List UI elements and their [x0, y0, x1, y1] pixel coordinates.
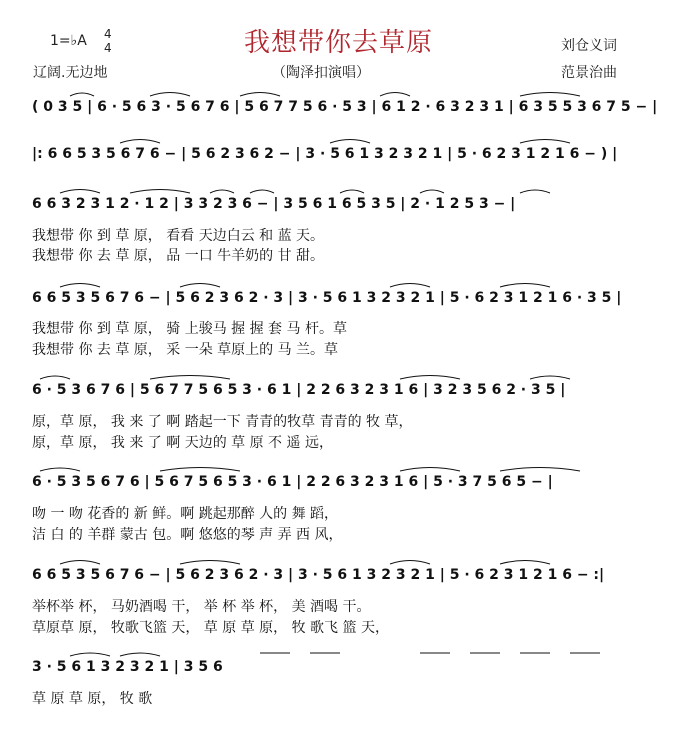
slur [390, 284, 430, 288]
system-3-lyrics-2: 我想带 你 去 草 原， 品 一口 牛羊奶的 甘 甜。 [32, 248, 325, 264]
slur [180, 561, 240, 565]
slur [150, 376, 230, 380]
system-7-lyrics-2: 草原草 原， 牧歌飞篮 天， 草 原 草 原， 牧 歌飞 篮 天， [32, 620, 389, 636]
system-4-notes: 6 6 5 3 5 6 7 6 − | 5 6 2 3 6 2 · 3 | 3 · 5 6 1 3 2 3 2 1 | 5 · 6 2 3 1 2 1 6 · 3 5 | [32, 290, 622, 306]
system-6-notes: 6 · 5 3 5 6 7 6 | 5 6 7 5 6 5 3 · 6 1 | 2 2 6 3 2 3 1 6 | 5 · 3 7 5 6 5 − | [32, 474, 553, 490]
system-4-lyrics-1: 我想带 你 到 草 原， 骑 上骏马 握 握 套 马 杆。草 [32, 321, 347, 337]
system-4-lyrics-2: 我想带 你 去 草 原， 采 一朵 草原上的 马 兰。草 [32, 342, 339, 358]
slur [60, 284, 100, 288]
slur [240, 93, 280, 97]
slur [330, 140, 370, 144]
composer: 范景治曲 [561, 65, 617, 81]
system-5-lyrics-1: 原，草 原， 我 来 了 啊 踏起一下 青青的牧草 青青的 牧 草， [32, 414, 413, 430]
slur [150, 93, 190, 97]
slur [420, 190, 444, 193]
slur [500, 284, 550, 288]
slur [60, 190, 100, 194]
slur [130, 190, 190, 194]
system-7-lyrics-1: 举杯举 杯， 马奶酒喝 干， 举 杯 举 杯， 美 酒喝 干。 [32, 599, 371, 615]
slur [180, 284, 220, 288]
system-1-notes: ( 0 3 5 | 6 · 5 6 3 · 5 6 7 6 | 5 6 7 7 5 6 · 5 3 | 6 1 2 · 6 3 2 3 1 | 6 3 5 5 3 6 7 5 − | [32, 99, 658, 115]
slur [530, 376, 570, 379]
slur [60, 561, 100, 565]
system-8-notes: 3 · 5 6 1 3 2 3 2 1 | 3 5 6 [32, 659, 223, 675]
slur [70, 93, 94, 96]
system-6-lyrics-1: 吻 一 吻 花香的 新 鲜。啊 跳起那醉 人的 舞 蹈， [32, 506, 339, 522]
slur [210, 190, 234, 193]
song-title: 我想带你去草原 [243, 28, 433, 58]
slur [340, 190, 364, 193]
system-5-notes: 6 · 5 3 6 7 6 | 5 6 7 7 5 6 5 3 · 6 1 | 2 2 6 3 2 3 1 6 | 3 2 3 5 6 2 · 3 5 | [32, 382, 566, 398]
time-signature-bottom: 4 [104, 41, 112, 55]
slur [390, 561, 430, 565]
system-6-lyrics-2: 洁 白 的 羊群 蒙古 包。啊 悠悠的琴 声 弄 西 风， [32, 527, 343, 543]
system-3-notes: 6 6 3 2 3 1 2 · 1 2 | 3 3 2 3 6 − | 3 5 6 1 6 5 3 5 | 2 · 1 2 5 3 − | [32, 196, 516, 212]
slur-and-beam-lines [40, 93, 600, 657]
slur [500, 468, 580, 472]
key-signature: 1=♭A [50, 33, 87, 49]
tempo-marking: 辽阔.无边地 [33, 65, 108, 81]
slur [120, 653, 160, 656]
slur [160, 468, 240, 472]
performer: （陶泽扣演唱） [272, 65, 370, 81]
system-7-notes: 6 6 5 3 5 6 7 6 − | 5 6 2 3 6 2 · 3 | 3 · 5 6 1 3 2 3 2 1 | 5 · 6 2 3 1 2 1 6 − :| [32, 567, 605, 583]
slur [40, 468, 80, 471]
slur [520, 93, 580, 97]
lyricist: 刘仓义词 [561, 38, 617, 54]
system-5-lyrics-2: 原，草 原， 我 来 了 啊 天边的 草 原 不 遥 远， [32, 435, 333, 451]
slur [40, 376, 70, 379]
slur [120, 140, 160, 144]
system-3-lyrics-1: 我想带 你 到 草 原， 看看 天边白云 和 蓝 天。 [32, 228, 325, 244]
slur [400, 376, 460, 380]
slur [250, 190, 274, 193]
slur [500, 561, 550, 565]
slur [520, 140, 570, 144]
time-signature-top: 4 [104, 27, 112, 41]
slur [400, 468, 460, 472]
slur [70, 653, 110, 656]
slur [380, 93, 410, 97]
system-8-lyrics-1: 草 原 草 原， 牧 歌 [32, 691, 153, 707]
slur [520, 190, 550, 193]
system-2-notes: |: 6 6 5 3 5 6 7 6 − | 5 6 2 3 6 2 − | 3 · 5 6 1 3 2 3 2 1 | 5 · 6 2 3 1 2 1 6 − ) | [32, 146, 618, 162]
